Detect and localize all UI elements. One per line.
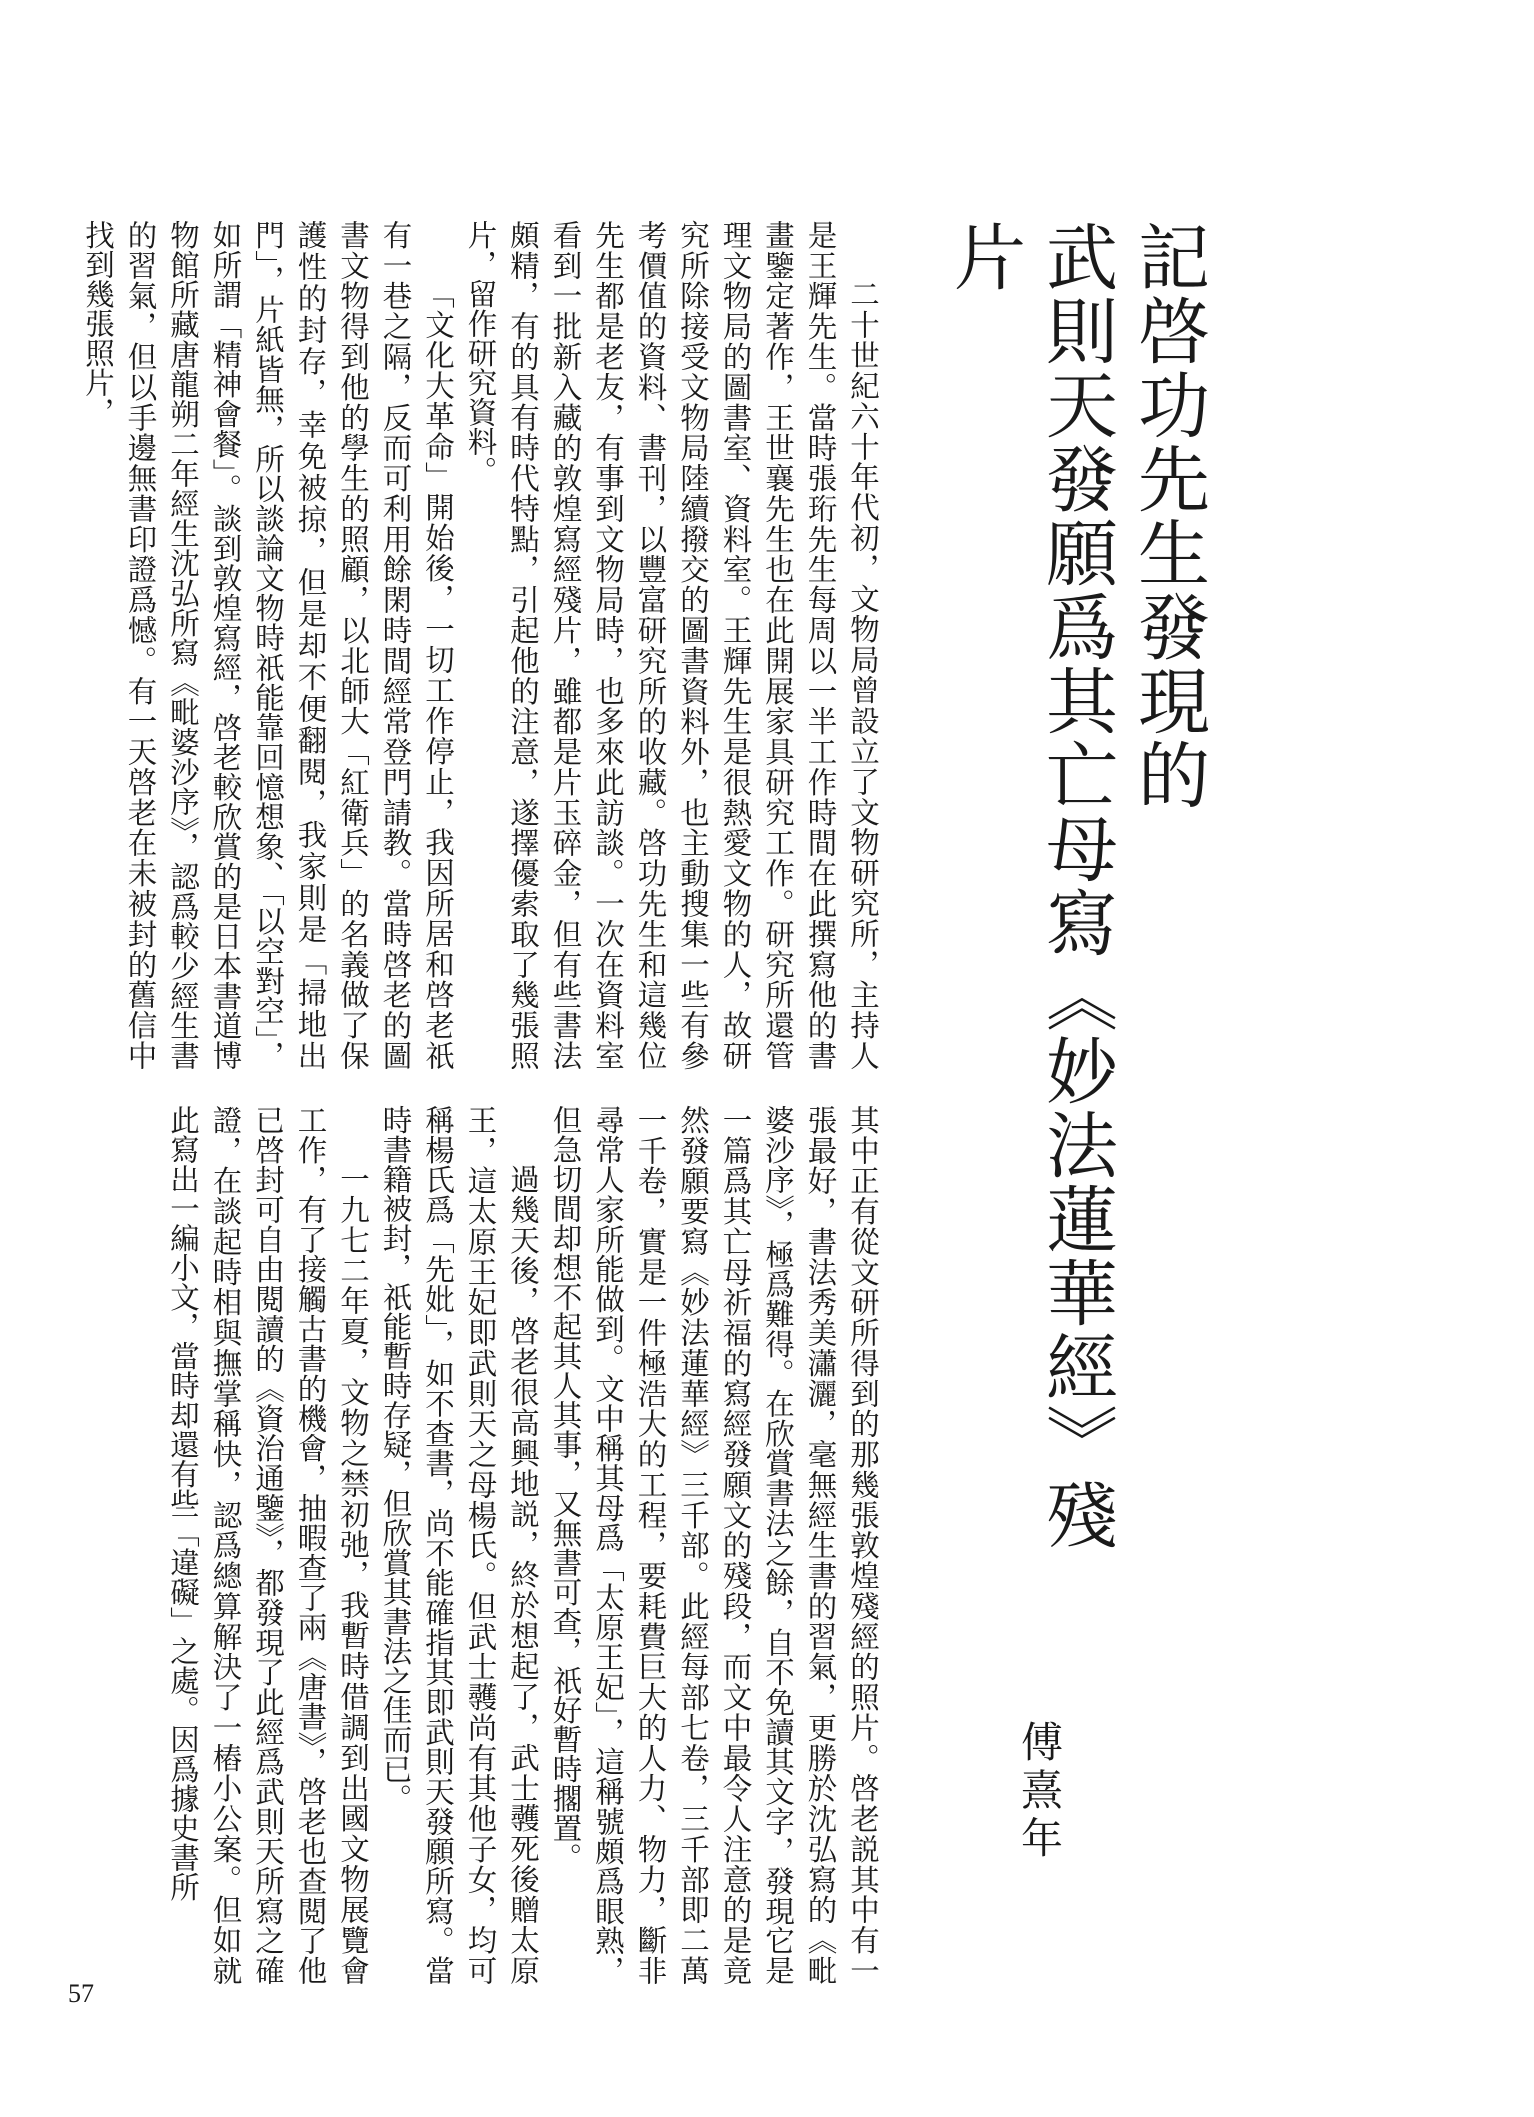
paragraph: 「文化大革命」開始後，一切工作停止，我因所居和啓老祇有一巷之隔，反而可利用餘閑時間經常登門請教。當時啓老的圖書文物得到他的學生的照顧，以北師大「紅衛兵」的名義做了保護性的封存，幸免被掠，但是却不便翻閱，我家則是「掃地出門」，片紙皆無，所以談論文物時祇能靠回憶想象、「以空對空」，如所謂「精神會餐」。談到敦煌寫經，啓老較欣賞的是日本書道博物館所藏唐龍朔二年經生沈弘所寫《毗婆沙序》，認爲較少經生書的習氣，但以手邊無書印證爲憾。有一天啓老在未被封的舊信中找到幾張照片， xyxy=(81,220,455,1070)
paragraph: 一九七二年夏，文物之禁初弛，我暫時借調到出國文物展覽會工作，有了接觸古書的機會，抽暇查了兩《唐書》，啓老也查閲了他已啓封可自由閱讀的《資治通鑒》，都發現了此經爲武則天所寫之確證，在談起時相與撫掌稱快，認爲總算解決了一樁小公案。但如就此寫出一編小文，當時却還有些「違礙」之處。因爲據史書所 xyxy=(166,1105,370,1985)
paragraph: 其中正有從文研所得到的那幾張敦煌殘經的照片。啓老説其中有一張最好，書法秀美瀟灑，毫無經生書的習氣，更勝於沈弘寫的《毗婆沙序》，極爲難得。在欣賞書法之餘，自不免讀其文字，發現它是一篇爲其亡母祈福的寫經發願文的殘段，而文中最令人注意的是竟然發願要寫《妙法蓮華經》三千部。此經每部七卷，三千部即二萬一千卷，實是一件極浩大的工程，要耗費巨大的人力、物力，斷非尋常人家所能做到。文中稱其母爲「太原王妃」，這稱號頗爲眼熟，但急切間却想不起其人其事，又無書可查，祇好暫時擱置。 xyxy=(548,1105,880,1985)
title-line-2: 武則天發願爲其亡母寫《妙法蓮華經》殘片 xyxy=(942,220,1118,1552)
text-column-bottom xyxy=(164,1105,884,1985)
paragraph: 過幾天後，啓老很高興地説，終於想起了，武士彠死後贈太原王，這太原王妃即武則天之母楊氏。但武士彠尚有其他子女，均可稱楊氏爲「先妣」，如不查書，尚不能確指其即武則天發願所寫。當時書籍被封，祇能暫時存疑，但欣賞其書法之佳而已。 xyxy=(378,1105,540,1985)
page-number: 57 xyxy=(68,1979,94,2008)
author-name: 傅熹年 xyxy=(1015,1720,1064,1864)
title-line-1: 記啓功先生發現的 xyxy=(1126,220,1210,812)
paragraph: 二十世紀六十年代初，文物局曾設立了文物研究所，主持人是王輝先生。當時張珩先生每周以一半工作時間在此撰寫他的書畫鑒定著作，王世襄先生也在此開展家具研究工作。研究所還管理文物局的圖書室、資料室。王輝先生是很熱愛文物的人，故研究所除接受文物局陸續撥交的圖書資料外，也主動搜集一些有參考價值的資料、書刊，以豐富研究所的收藏。啓功先生和這幾位先生都是老友，有事到文物局時，也多來此訪談。一次在資料室看到一批新入藏的敦煌寫經殘片，雖都是片玉碎金，但有些書法頗精，有的具有時代特點，引起他的注意，遂擇優索取了幾張照片，留作研究資料。 xyxy=(463,220,880,1070)
text-column-top xyxy=(81,220,884,1070)
article-title xyxy=(942,220,1214,1620)
